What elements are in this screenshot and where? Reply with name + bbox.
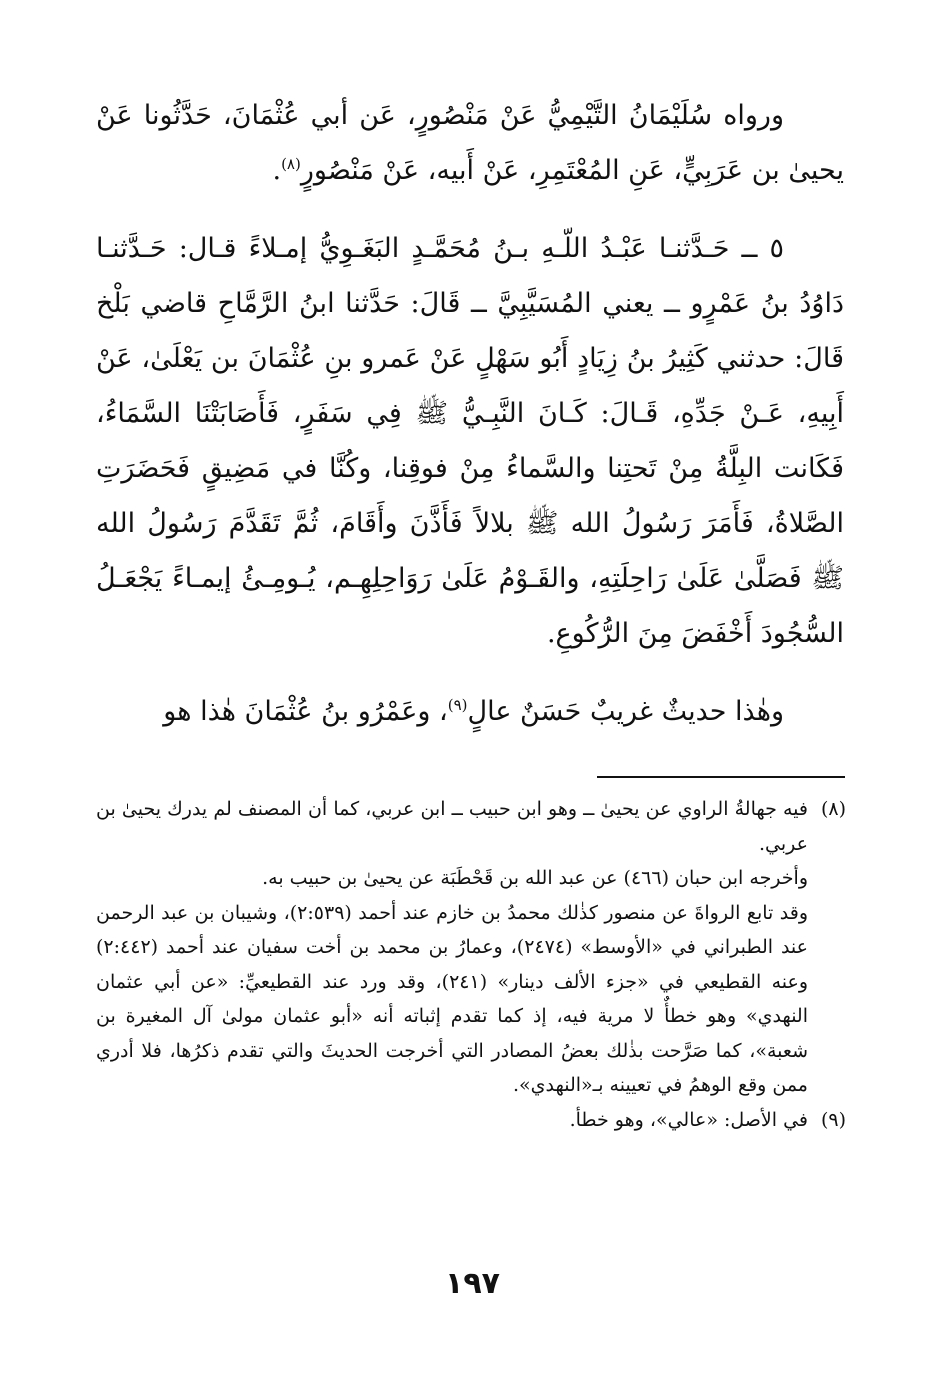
paragraph-commentary-rest: ، وعَمْرُو بنُ عُثْمَانَ هٰذا هو [163,696,448,727]
footnote-9-text: في الأصل: «عالي»، وهو خطأ. [569,1108,808,1131]
paragraph-riwaya-text: ورواه سُلَيْمَانُ التَّيْمِيُّ عَنْ مَنْصُورٍ، عَن أبي عُثْمَانَ، حَدَّثُونا عَنْ يحيىٰ بن عَرَبِيٍّ، عَنِ المُعْتَمِرِ، عَنْ أَبيه، عَنْ مَنْصُورٍ [96,100,844,186]
footnote-8-paragraph-1: فيه جهالةُ الراوي عن يحيىٰ ــ وهو ابن حبيب ــ ابن عربي، كما أن المصنف لم يدرك يحيىٰ بن عربي. [96,798,808,855]
footnote-8-paragraph-3: وقد تابع الرواةَ عن منصور كذٰلك محمدُ بن خازم عند أحمد (٢:٥٣٩)، وشيبان بن عبد الرحمن عند الطبراني في «الأوسط» (٢٤٧٤)، وعمارُ بن محمد بن أخت سفيان عند أحمد (٢:٤٤٢) وعنه القطيعي في «جزء الألف دينار» (٢٤١)، وقد ورد عند القطيعيِّ: «عن أبي عثمان النهدي» وهو خطأٌ لا مرية فيه، إذ كما تقدم إثباته أنه «أبو عثمان مولىٰ آل المغيرة بن شعبة»، كما صَرَّحت بذٰلك بعضُ المصادر التي أخرجت الحديثَ والتي تقدم ذكرُها، فلا أدري ممن وقع الوهمُ في تعيينه بـ«النهدي». [96,901,809,1096]
footnote-9 [96,1103,846,1138]
footnote-separator [597,776,845,778]
paragraph-riwaya-end: . [272,155,282,186]
page-number: ١٩٧ [445,1266,500,1301]
footnote-8-number: (٨) [820,798,846,820]
hadith-5-text: ٥ ــ حَـدَّثنـا عَبْـدُ اللّـهِ بـنُ مُحَمَّـدٍ البَغَـوِيُّ إمـلاءً قـال: حَـدَّثنـا دَاوُدُ بنُ عَمْرٍو ــ يعني المُسَيَّبِيَّ ــ قَالَ: حَدَّثنا ابنُ الرَّمَّاحِ قاضي بَلْخ قَالَ: حدثني كَثِيرُ بنُ زِيَادٍ أَبُو سَهْلٍ عَنْ عَمرو بنِ عُثْمَانَ بن يَعْلَىٰ، عَنْ أَبِيهِ، عَـنْ جَدِّهِ، قَـالَ: كَـانَ النَّبِـيُّ ﷺ فِي سَفَرٍ، فَأَصَابَتْنَا السَّمَاءُ، فَكَانت البِلَّةُ مِنْ تَحتِنا والسَّماءُ مِنْ فوقِنا، وكُنَّا في مَضِيقٍ فَحَضَرَتِ الصَّلاةُ، فَأَمَرَ رَسُولُ الله ﷺ بلالاً فَأَذَّنَ وأَقَامَ، ثُمَّ تَقَدَّمَ رَسُولُ الله ﷺ فَصَلَّىٰ عَلَىٰ رَاحِلَتِهِ، والقَـوْمُ عَلَىٰ رَوَاحِلِهِـم، يُـومِـئُ إيمـاءً يَجْعَـلُ السُّجُودَ أَخْفَضَ مِنَ الرُّكُوعِ. [96,233,844,649]
footnotes-section [96,792,846,1137]
footnote-ref-9: (٩) [447,696,468,714]
footnote-9-number: (٩) [820,1108,846,1131]
paragraph-commentary-lead: وهٰذا حديثٌ غريبٌ حَسَنٌ عالٍ [467,696,784,727]
paragraph-riwaya [96,88,844,198]
footnote-8 [96,792,846,861]
paragraph-commentary [96,684,844,739]
footnote-8-paragraph-2: وأخرجه ابن حبان (٤٦٦) عن عبد الله بن قَحْطَبَة عن يحيىٰ بن حبيب به. [262,867,808,889]
main-text-body [96,88,844,739]
footnote-ref-8: (٨) [281,155,301,173]
